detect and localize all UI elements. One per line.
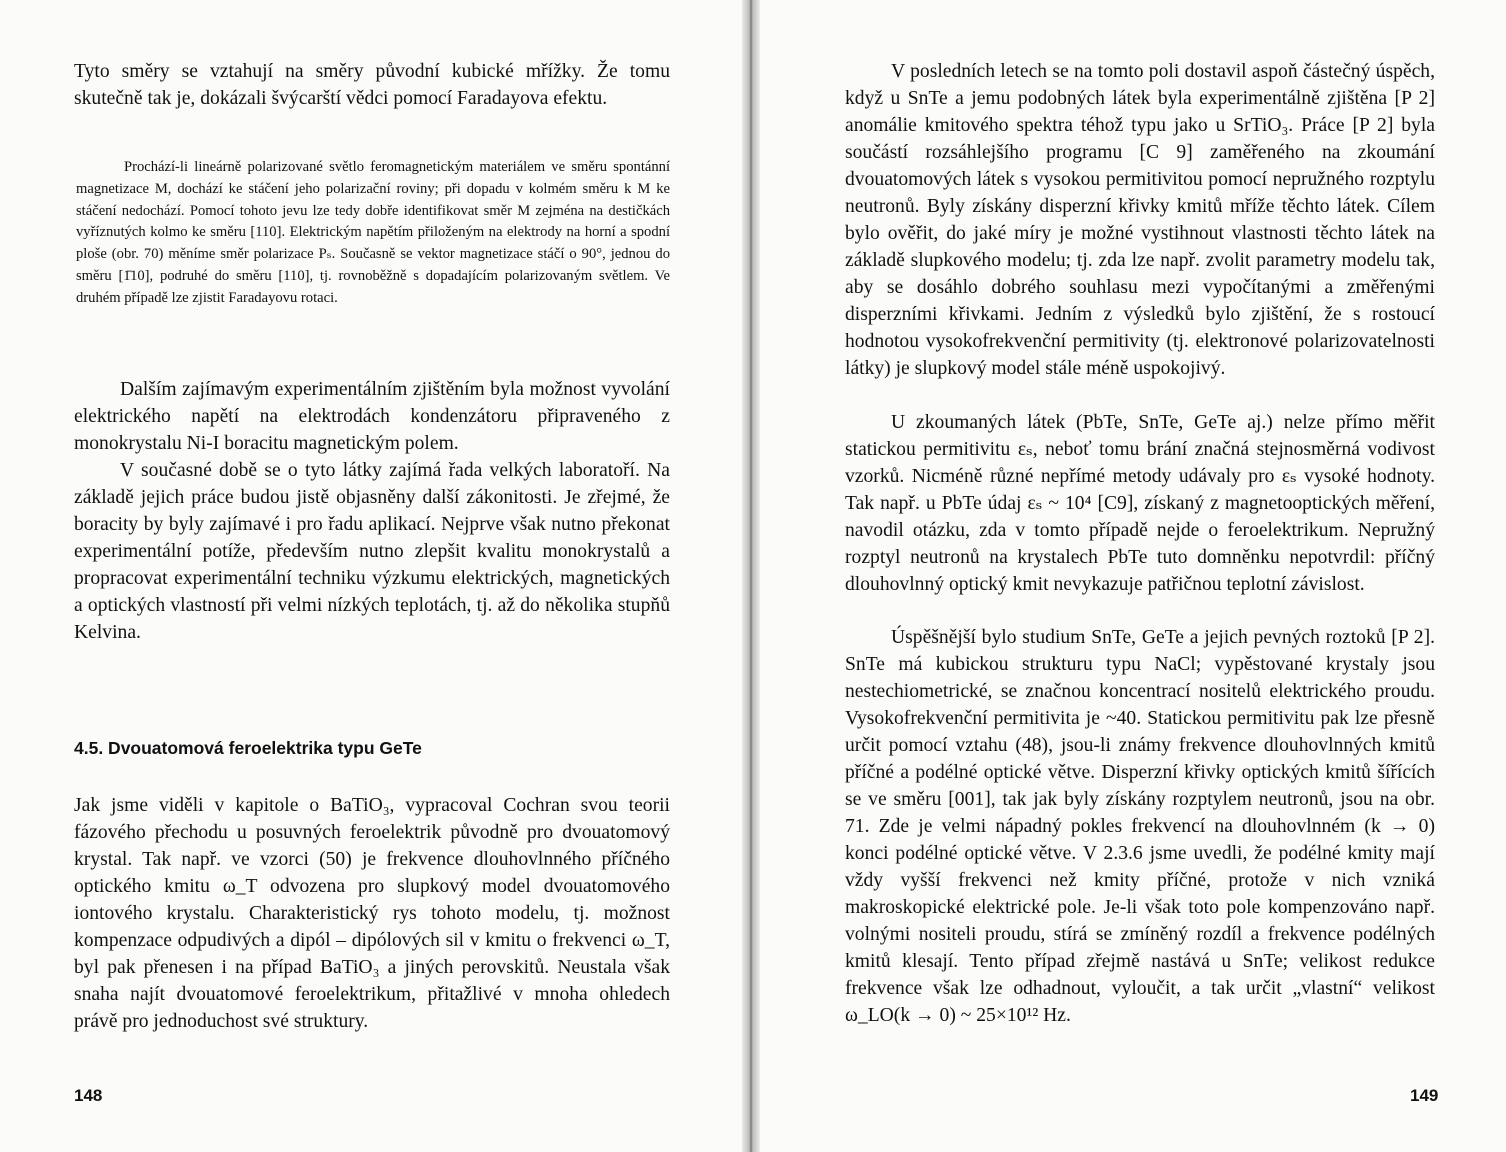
book-gutter	[742, 0, 760, 1152]
page-number-left: 148	[74, 1086, 103, 1105]
right-paragraph-1: V posledních letech se na tomto poli dostavil aspoň částečný úspěch, když u SnTe a jemu podobných látek byla experimentálně zjištěna [P 2] anomálie kmitového spektra téhož typu jako u SrTiO₃. Práce [P 2] byla součástí rozsáhlejšího programu [C 9] zaměřeného na zkoumání dvouatomových látek s vysokou permitivitou pomocí nepružného rozptylu neutronů. Byly získány disperzní křivky kmitů mříže těchto látek. Cílem bylo ověřit, do jaké míry je možné vystihnout vlastnosti těchto látek na základě slupkového modelu; tj. zda lze např. zvolit parametry modelu tak, aby se dosáhlo dobrého souhlasu mezi vypočítanými a změřenými disperzními křivkami. Jedním z výsledků bylo zjištění, že s rostoucí hodnotou vysokofrekvenční permitivity (tj. elektronové polarizovatelnosti látky) je slupkový model stále méně uspokojivý.	[845, 61, 1435, 379]
left-paragraph-4: Jak jsme viděli v kapitole o BaTiO₃, vypracoval Cochran svou teorii fázového přechodu u posuvných feroelektrik původně pro dvouatomový krystal. Tak např. ve vzorci (50) je frekvence dlouhovlnného příčného optického kmitu ω_T odvozena pro slupkový model dvouatomového iontového krystalu. Charakteristický rys tohoto modelu, tj. možnost kompenzace odpudivých a dipól – dipólových sil v kmitu o frekvenci ω_T, byl pak přenesen i na případ BaTiO₃ a jiných perovskitů. Neustala však snaha najít dvouatomové feroelektrikum, přitažlivé v mnoha ohledech právě pro jednoduchost své struktury.	[74, 795, 670, 1032]
right-paragraph-2: U zkoumaných látek (PbTe, SnTe, GeTe aj.) nelze přímo měřit statickou permitivitu εₛ, neboť tomu brání značná stejnosměrná vodivost vzorků. Nicméně různé nepřímé metody udávaly pro εₛ vysoké hodnoty. Tak např. u PbTe údaj εₛ ~ 10⁴ [C9], získaný z magnetooptických měření, navodil otázku, zda v tomto případě nejde o feroelektrikum. Nepružný rozptyl neutronů na krystalech PbTe tuto domněnku nepotvrdil: příčný dlouhovlnný optický kmit nevykazuje patřičnou teplotní závislost.	[845, 412, 1435, 595]
right-paragraph-3: Úspěšnější bylo studium SnTe, GeTe a jejich pevných roztoků [P 2]. SnTe má kubickou strukturu typu NaCl; vypěstované krystaly jsou nestechiometrické, se značnou koncentrací nositelů elektrického proudu. Vysokofrekvenční permitivita je ~40. Statickou permitivitu pak lze přesně určit pomocí vztahu (48), jsou-li známy frekvence dlouhovlnných kmitů příčné a podélné optické větve. Disperzní křivky optických kmitů šířících se ve směru [001], tak jak byly získány rozptylem neutronů, jsou na obr. 71. Zde je velmi nápadný pokles frekvencí na dlouhovlnném (k → 0) konci podélné optické větve. V 2.3.6 jsme uvedli, že podélné kmity mají vždy vyšší frekvenci než kmity příčné, protože v nich vzniká makroskopické elektrické pole. Je-li však toto pole kompenzováno např. volnými nositeli proudu, stírá se zmíněný rozdíl a frekvence podélných kmitů klesají. Tento případ zřejmě nastává u SnTe; velikost redukce frekvence však lze odhadnout, vyloučit, a tak určit „vlastní“ velikost ω_LO(k → 0) ~ 25×10¹² Hz.	[845, 627, 1435, 1026]
right-page	[760, 0, 1506, 1152]
left-page	[0, 0, 742, 1152]
left-paragraph-3: V současné době se o tyto látky zajímá řada velkých laboratoří. Na základě jejich práce budou jistě objasněny další zákonitosti. Je zřejmé, že boracity by byly zajímavé i pro řadu aplikací. Nejprve však nutno překonat experimentální potíže, především nutno zlepšit kvalitu monokrystalů a propracovat experimentální techniku výzkumu elektrických, magnetických a optických vlastností při velmi nízkých teplotách, tj. až do několika stupňů Kelvina.	[74, 460, 670, 643]
left-paragraph-1: Tyto směry se vztahují na směry původní kubické mřížky. Že tomu skutečně tak je, dokázali švýcarští vědci pomocí Faradayova efektu.	[74, 61, 670, 109]
page-number-right: 149	[1410, 1086, 1439, 1105]
section-heading: 4.5. Dvouatomová feroelektrika typu GeTe	[74, 738, 422, 758]
left-paragraph-2: Dalším zajímavým experimentálním zjištěním byla možnost vyvolání elektrického napětí na elektrodách kondenzátoru připraveného z monokrystalu Ni-I boracitu magnetickým polem.	[74, 379, 670, 454]
left-small-print-note: Prochází-li lineárně polarizované světlo feromagnetickým materiálem ve směru spontánní magnetizace M, dochází ke stáčení jeho polarizační roviny; při dopadu v kolmém směru k M ke stáčení nedochází. Pomocí tohoto jevu lze tedy dobře identifikovat směr M zejména na destičkách vyříznutých kolmo ke směru [110]. Elektrickým napětím přiloženým na elektrody na horní a spodní ploše (obr. 70) měníme směr polarizace Pₛ. Současně se vektor magnetizace stáčí o 90°, jednou do směru [1̄10], podruhé do směru [110], tj. rovnoběžně s dopadajícím polarizovaným světlem. Ve druhém případě lze zjistit Faradayovu rotaci.	[76, 159, 670, 306]
